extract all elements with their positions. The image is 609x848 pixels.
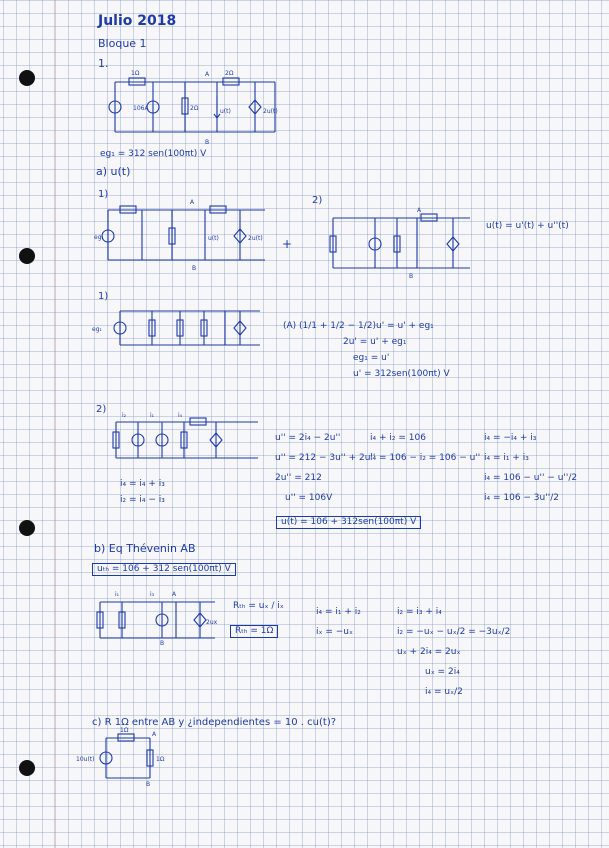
label-ctrl-source: 2u(t) [263,108,278,115]
thevenin-voltage: uₜₕ = 106 + 312 sen(100πt) V [92,563,236,576]
sub2-col3 [484,428,577,508]
equation-line: i₂ = −uₓ − uₓ/2 = −3uₓ/2 [397,627,511,637]
label-ux-source: 2ux [206,619,218,626]
thevenin-resistance: Rₜₕ = 1Ω [230,625,278,638]
label-ctrl-source: 2u(t) [248,235,263,242]
binder-hole [19,70,35,86]
binder-hole [19,248,35,264]
label-u: u(t) [220,108,231,115]
label-eg: eg₁ [92,326,102,333]
equation-line: i₄ = i₁ + i₂ [316,607,361,617]
label-i1: i₁ [115,591,120,598]
circuit-diagram-step1 [94,199,275,272]
circuit-diagram-sub1 [92,305,270,350]
part-a-heading: a) u(t) [96,165,131,178]
equation-line: i₄ = 106 − i₂ = 106 − u'' [370,453,481,463]
label-r1: 1Ω [120,727,129,734]
binder-hole [19,520,35,536]
circuit-diagram-step2 [325,208,480,280]
equation-line: u'' = 2i₄ − 2u'' [275,433,341,443]
equation-line: u'' = 212 − 3u'' + 2u'' [275,453,376,463]
equation-line: (A) (1/1 + 1/2 − 1/2)u' = u' + eg₁ [283,321,434,331]
source-equation: eg₁ = 312 sen(100πt) V [100,149,207,159]
equation-line: i₄ = uₓ/2 [425,687,463,697]
label-current-source: 106A [133,105,149,112]
label-node-b: B [160,640,165,647]
equation-line: eg₁ = u' [353,353,390,363]
equation-line: iₓ = −uₓ [316,627,353,637]
sub2-aux-equations [120,476,165,508]
label-i4: i₄ [178,412,183,419]
equation-line: u' = 312sen(100πt) V [353,369,450,379]
equation-line: i₄ = −i₄ + i₃ [484,433,537,443]
page-title: Julio 2018 [98,13,177,29]
part-b-col2 [316,602,361,642]
label-node-a: A [190,199,195,206]
equation-line: uₓ = 2i₄ [425,667,460,677]
equation-line: 2u'' = 212 [275,473,322,483]
part-b-heading: b) Eq Thévenin AB [94,542,196,555]
label-eg: eg₁ [94,234,104,241]
equation-line: i₄ + i₂ = 106 [370,433,426,443]
label-r2: 2Ω [225,70,234,77]
plus-sign: + [282,237,293,251]
step2-label: 2) [312,195,323,206]
equation-line: i₄ = 106 − u'' − u''/2 [484,473,578,483]
label-i3: i₃ [150,591,155,598]
circuit-diagram-sub2 [98,412,268,464]
label-node-a: A [152,731,157,738]
problem-number: 1. [98,57,109,70]
sub2-col2 [370,428,480,468]
step1-label: 1) [98,189,109,200]
sub1-label: 1) [98,291,109,302]
label-node-b: B [192,265,197,272]
binder-hole [19,760,35,776]
equation-line: i₄ = i₁ + i₃ [484,453,529,463]
label-node-a: A [205,71,210,78]
label-r1: 1Ω [131,70,140,77]
equation-line: u'' = 106V [285,493,333,503]
label-node-a: A [172,591,177,598]
margin-line [54,0,55,848]
label-node-b: B [409,273,414,280]
equation-line: i₄ = i₄ + i₃ [120,479,165,489]
label-u: u(t) [208,235,219,242]
label-node-b: B [205,139,210,146]
circuit-diagram-part-c [78,728,168,786]
part-b-col3 [397,602,510,702]
sub2-col1 [275,428,375,508]
label-node-b: B [146,781,151,788]
label-i2: i₂ [122,412,127,419]
circuit-diagram-thevenin [90,588,225,646]
superposition-eq: u(t) = u'(t) + u''(t) [486,221,569,231]
equation-line: i₂ = i₃ + i₄ [397,607,442,617]
sub2-label: 2) [96,404,107,415]
equation-line: 2u' = u' + eg₁ [343,337,407,347]
circuit-diagram-main [105,70,285,150]
label-node-a: A [417,207,422,214]
label-source-10: 10u(t) [76,756,95,763]
label-i1: i₁ [150,412,155,419]
part-a-result: u(t) = 106 + 312sen(100πt) V [276,516,421,529]
equation-line: i₄ = 106 − 3u''/2 [484,493,559,503]
sub1-equations [283,318,450,382]
part-c-heading: c) R 1Ω entre AB y ¿independientes = 10 . cu(t)? [92,717,337,728]
block-label: Bloque 1 [98,37,147,50]
thevenin-resistance-eq: Rₜₕ = uₓ / iₓ [233,601,284,611]
label-r2-vert: 2Ω [190,105,199,112]
equation-line: i₂ = i₄ − i₃ [120,495,165,505]
label-r1-vert: 1Ω [156,756,165,763]
equation-line: uₓ + 2i₄ = 2uₓ [397,647,461,657]
